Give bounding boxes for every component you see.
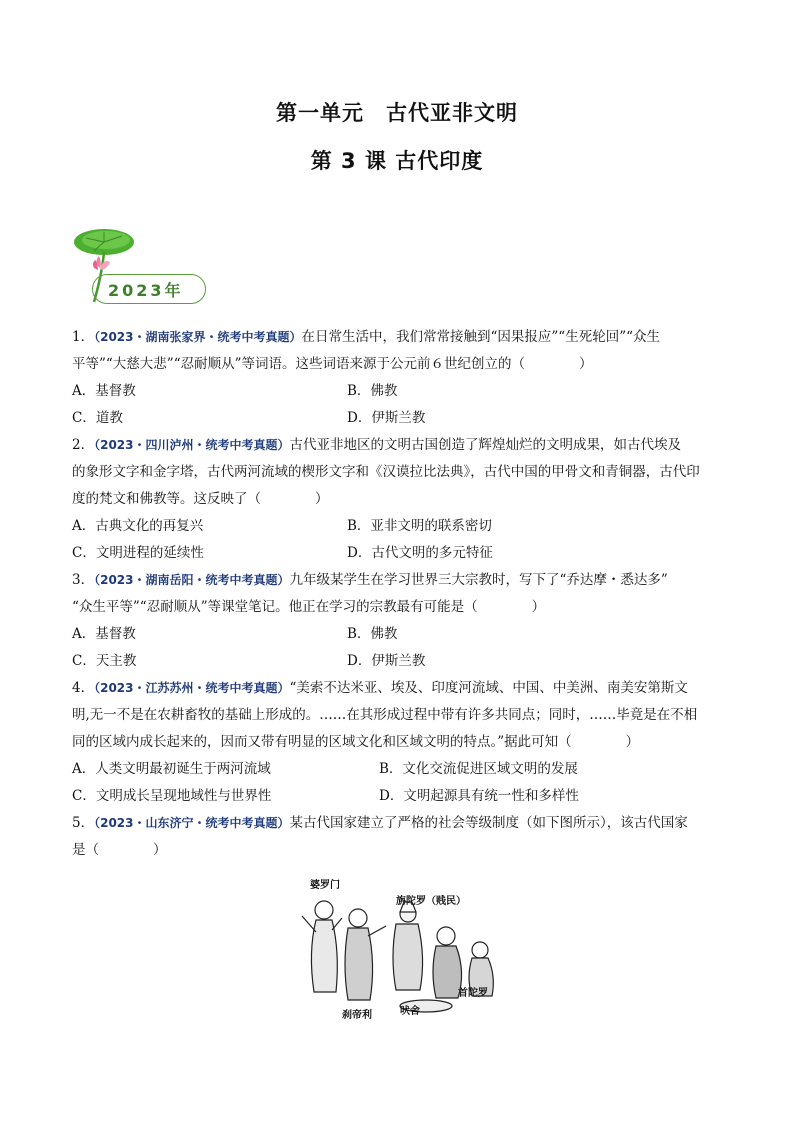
question-5 [72,810,724,864]
label-brahmin: 婆罗门 [310,880,340,891]
option-d[interactable]: D．古代文明的多元特征 [347,545,493,561]
year-label: 2023年 [108,281,184,300]
question-text: 的象形文字和金字塔，古代两河流域的楔形文字和《汉谟拉比法典》，古代中国的甲骨文和青铜器，古代印 [72,464,700,480]
option-b[interactable]: B．佛教 [347,626,398,642]
question-text: 古代亚非地区的文明古国创造了辉煌灿烂的文明成果，如古代埃及 [289,437,681,453]
question-text: 在日常生活中，我们常常接触到“因果报应”“生死轮回”“众生 [301,329,661,345]
question-2 [72,432,724,567]
question-text: 某古代国家建立了严格的社会等级制度（如下图所示），该古代国家 [289,815,688,831]
question-4 [72,675,724,810]
lesson-title: 第 3 课 古代印度 [310,149,484,173]
question-1 [72,324,724,432]
caste-system-figure [296,872,502,1020]
option-c[interactable]: C．天主教 [72,653,137,669]
question-number: 4． [72,680,95,696]
question-text: “众生平等”“忍耐顺从”等课堂笔记。他正在学习的宗教最有可能是（ ） [72,599,546,615]
question-list [72,324,724,864]
option-c[interactable]: C．道教 [72,410,123,426]
question-number: 2． [72,437,95,453]
question-source: （2023・湖南张家界・统考中考真题） [94,330,302,344]
option-a[interactable]: A．基督教 [72,626,136,642]
label-chandala: 旃陀罗（贱民） [396,896,466,907]
question-3 [72,567,724,675]
option-c[interactable]: C．文明进程的延续性 [72,545,204,561]
option-a[interactable]: A．古典文化的再复兴 [72,518,204,534]
label-kshatriya: 刹帝利 [342,1010,372,1021]
question-source: （2023・四川泸州・统考中考真题） [94,438,290,452]
question-text: 度的梵文和佛教等。这反映了（ ） [72,491,329,507]
question-text: “美索不达米亚、埃及、印度河流域、中国、中美洲、南美安第斯文 [289,680,688,696]
option-d[interactable]: D．伊斯兰教 [347,410,426,426]
question-number: 3． [72,572,95,588]
question-number: 5． [72,815,95,831]
year-section-badge [72,222,212,308]
question-text: 平等”“大慈大悲”“忍耐顺从”等词语。这些词语来源于公元前６世纪创立的（ ） [72,356,593,372]
unit-title: 第一单元 古代亚非文明 [276,101,518,125]
option-c[interactable]: C．文明成长呈现地域性与世界性 [72,788,272,804]
option-a[interactable]: A．基督教 [72,383,136,399]
question-number: 1． [72,329,95,345]
question-source: （2023・湖南岳阳・统考中考真题） [94,573,290,587]
question-source: （2023・山东济宁・统考中考真题） [94,816,290,830]
question-text: 九年级某学生在学习世界三大宗教时，写下了“乔达摩・悉达多” [289,572,668,588]
question-source: （2023・江苏苏州・统考中考真题） [94,681,290,695]
option-b[interactable]: B．文化交流促进区域文明的发展 [379,761,578,777]
question-text: 明,无一不是在农耕畜牧的基础上形成的。……在其形成过程中带有许多共同点；同时，……毕竟是在不相 [72,707,698,723]
label-vaishya: 吠舍 [400,1006,420,1017]
option-a[interactable]: A．人类文明最初诞生于两河流域 [72,761,271,777]
option-b[interactable]: B．佛教 [347,383,398,399]
question-text: 同的区域内成长起来的，因而又带有明显的区域文化和区域文明的特点。”据此可知（ ） [72,734,640,750]
option-b[interactable]: B．亚非文明的联系密切 [347,518,492,534]
question-text: 是（ ） [72,842,167,858]
label-shudra: 首陀罗 [458,988,488,999]
option-d[interactable]: D．伊斯兰教 [347,653,426,669]
option-d[interactable]: D．文明起源具有统一性和多样性 [379,788,579,804]
